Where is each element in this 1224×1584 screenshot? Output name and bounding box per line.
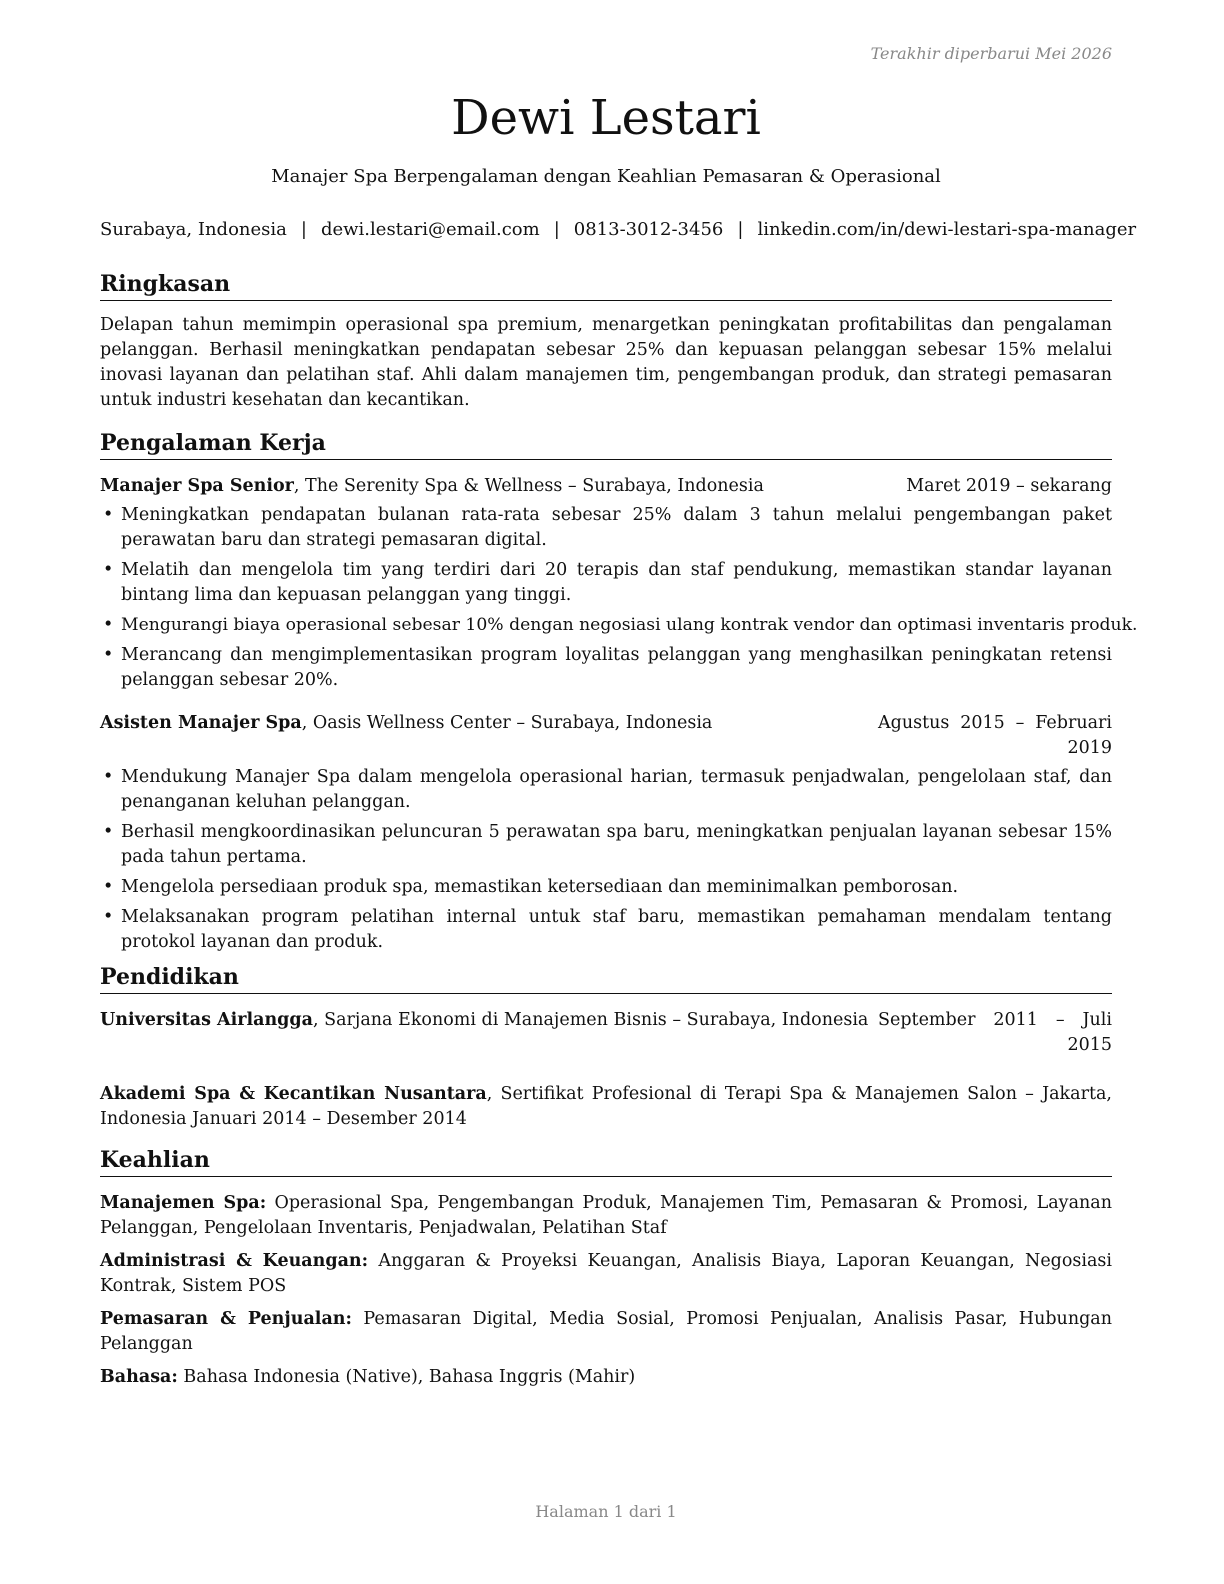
skill-label: Manajemen Spa:	[100, 1193, 267, 1213]
job-bullet: • Melaksanakan program pelatihan internal untuk staf baru, memastikan pemahaman mendalam tentang protokol layanan dan produk.	[103, 907, 1112, 952]
job-bullet: • Melatih dan mengelola tim yang terdiri dari 20 terapis dan staf pendukung, memastikan standar layanan bintang lima dan kepuasan pelanggan yang tinggi.	[103, 560, 1112, 605]
bullet-dot-icon: •	[103, 615, 114, 635]
skills-section	[100, 1146, 1112, 1390]
experience-section	[100, 429, 1138, 955]
education-school: Akademi Spa & Kecantikan Nusantara	[100, 1084, 487, 1104]
job-entry	[100, 711, 1112, 955]
skill-value: Operasional Spa, Pengembangan Produk, Manajemen Tim, Pemasaran & Promosi, Layanan Pelanggan, Pengelolaan Inventaris, Penjadwalan, Pelatihan Staf	[100, 1193, 1112, 1238]
job-organization: , Oasis Wellness Center – Surabaya, Indonesia	[301, 713, 713, 733]
contact-line	[100, 219, 1137, 240]
contact-separator: |	[553, 219, 560, 240]
contact-location: Surabaya, Indonesia	[100, 219, 287, 240]
skill-label: Administrasi & Keuangan:	[100, 1251, 369, 1271]
education-section	[100, 963, 1112, 1132]
section-title-skills: Keahlian	[100, 1146, 1112, 1177]
bullet-dot-icon: •	[103, 822, 114, 842]
education-entry	[100, 1008, 1112, 1058]
skill-label: Bahasa:	[100, 1367, 178, 1387]
skill-row	[100, 1249, 1112, 1299]
job-header	[100, 474, 1112, 499]
skill-row	[100, 1191, 1112, 1241]
bullet-dot-icon: •	[103, 560, 114, 580]
job-entry	[100, 474, 1138, 693]
job-bullet: • Meningkatkan pendapatan bulanan rata-rata sebesar 25% dalam 3 tahun melalui pengembangan paket perawatan baru dan strategi pemasaran digital.	[103, 505, 1112, 550]
bullet-dot-icon: •	[103, 645, 114, 665]
skill-value: Pemasaran Digital, Media Sosial, Promosi Penjualan, Analisis Pasar, Hubungan Pelanggan	[100, 1309, 1112, 1354]
skill-value: Bahasa Indonesia (Native), Bahasa Inggris (Mahir)	[177, 1367, 636, 1387]
job-bullet: • Berhasil mengkoordinasikan peluncuran 5 perawatan spa baru, meningkatkan penjualan layanan sebesar 15% pada tahun pertama.	[103, 822, 1112, 867]
job-role: Manajer Spa Senior	[100, 476, 294, 496]
contact-phone[interactable]: 0813-3012-3456	[573, 219, 724, 240]
job-bullet: • Mendukung Manajer Spa dalam mengelola operasional harian, termasuk penjadwalan, pengelolaan staf, dan penanganan keluhan pelanggan.	[103, 767, 1112, 812]
bullet-dot-icon: •	[103, 505, 114, 525]
candidate-name: Dewi Lestari	[451, 90, 761, 146]
job-organization: , The Serenity Spa & Wellness – Surabaya, Indonesia	[293, 476, 764, 496]
job-bullet: • Mengelola persediaan produk spa, memastikan ketersediaan dan meminimalkan pemborosan.	[100, 875, 1112, 900]
skill-value: Anggaran & Proyeksi Keuangan, Analisis Biaya, Laporan Keuangan, Negosiasi Kontrak, Sistem POS	[100, 1251, 1112, 1296]
bullet-dot-icon: •	[103, 907, 114, 927]
skill-row	[100, 1307, 1112, 1357]
job-bullet: • Merancang dan mengimplementasikan program loyalitas pelanggan yang menghasilkan peningkatan retensi pelanggan sebesar 20%.	[103, 645, 1112, 690]
summary-text: Delapan tahun memimpin operasional spa premium, menargetkan peningkatan profitabilitas dan pengalaman pelanggan. Berhasil meningkatkan pendapatan sebesar 25% dan kepuasan pelanggan sebesar 15% melalui inovasi layanan dan pelatihan staf. Ahli dalam manajemen tim, pengembangan produk, dan strategi pemasaran untuk industri kesehatan dan kecantikan.	[100, 315, 1112, 410]
section-title-experience: Pengalaman Kerja	[100, 429, 1112, 460]
professional-headline: Manajer Spa Berpengalaman dengan Keahlian Pemasaran & Operasional	[271, 166, 941, 187]
job-dates: Agustus 2015 – Februari 2019	[878, 713, 1112, 758]
bullet-dot-icon: •	[103, 767, 114, 787]
education-entry	[100, 1082, 1112, 1132]
section-title-summary: Ringkasan	[100, 270, 1112, 301]
education-school: Universitas Airlangga	[100, 1010, 313, 1030]
section-title-education: Pendidikan	[100, 963, 1112, 994]
skill-label: Pemasaran & Penjualan:	[100, 1309, 352, 1329]
bullet-dot-icon: •	[103, 877, 114, 897]
education-detail: , Sertifikat Profesional di Terapi Spa & Manajemen Salon – Jakarta, Indonesia	[100, 1084, 1112, 1129]
resume-content	[100, 270, 1138, 1390]
contact-linkedin[interactable]: linkedin.com/in/dewi-lestari-spa-manager	[757, 219, 1137, 240]
job-bullets	[100, 765, 1112, 955]
job-dates: Maret 2019 – sekarang	[906, 476, 1112, 496]
education-dates: Januari 2014 – Desember 2014	[192, 1109, 467, 1129]
contact-email[interactable]: dewi.lestari@email.com	[320, 219, 540, 240]
contact-separator: |	[737, 219, 744, 240]
summary-section	[100, 270, 1112, 413]
last-updated-note: Terakhir diperbarui Mei 2026	[870, 44, 1112, 63]
education-dates: September 2011 – Juli 2015	[878, 1010, 1112, 1055]
education-detail: , Sarjana Ekonomi di Manajemen Bisnis – Surabaya, Indonesia	[313, 1010, 869, 1030]
job-bullets	[100, 503, 1138, 693]
job-bullet: • Mengurangi biaya operasional sebesar 10% dengan negosiasi ulang kontrak vendor dan optimasi inventaris produk.	[100, 613, 1112, 638]
contact-separator: |	[300, 219, 307, 240]
skill-row	[100, 1365, 1112, 1390]
resume-page	[100, 0, 1138, 1584]
job-role: Asisten Manajer Spa	[100, 713, 302, 733]
job-header	[100, 711, 1112, 761]
page-number: Halaman 1 dari 1	[535, 1502, 677, 1521]
